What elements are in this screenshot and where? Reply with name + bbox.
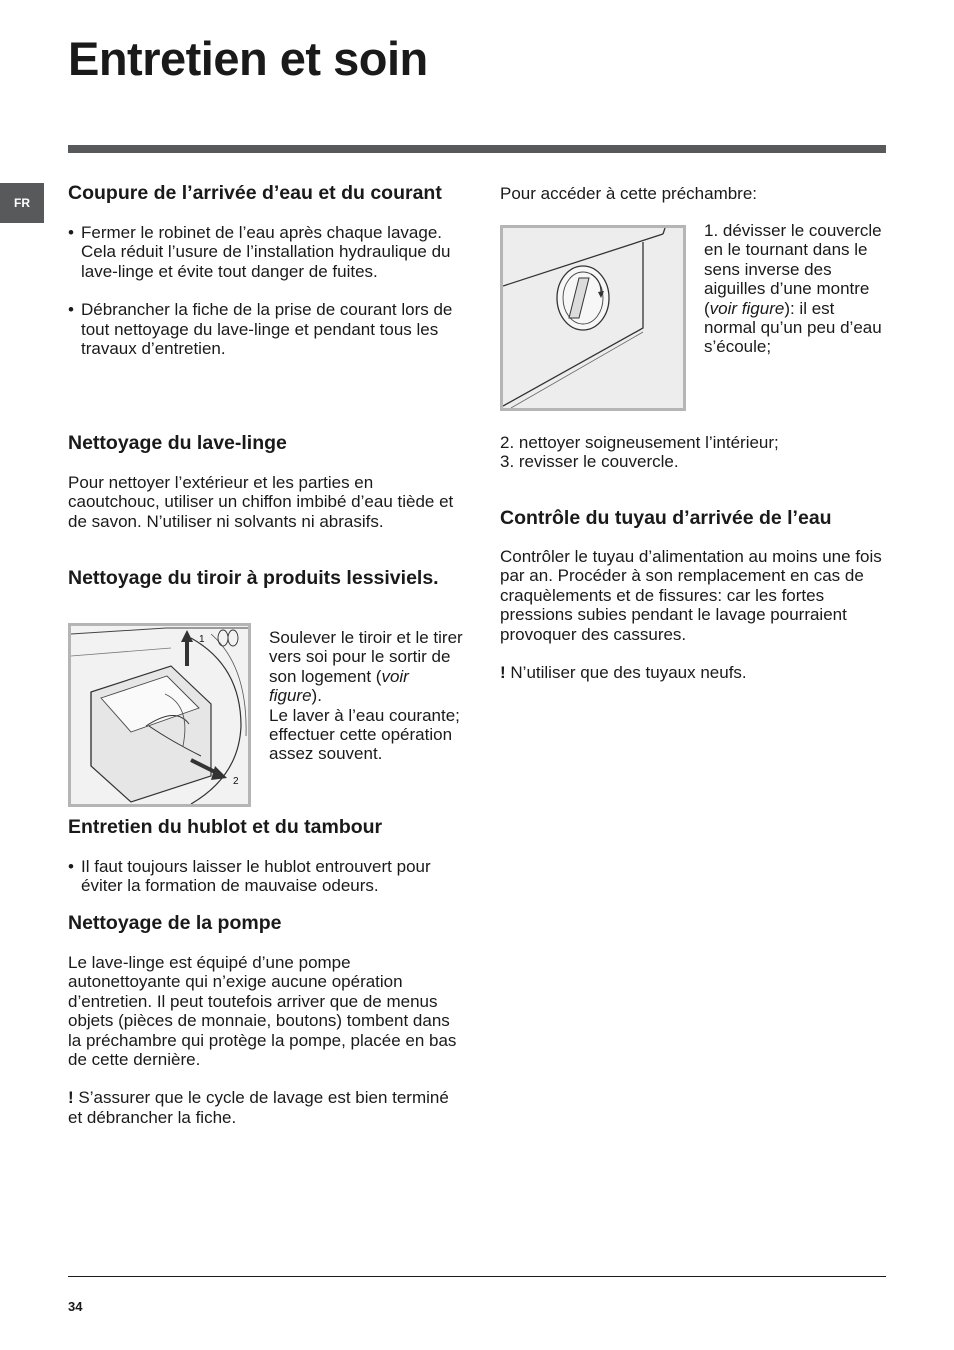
figure-label-2: 2 xyxy=(233,776,239,787)
italic-span: voir figure xyxy=(269,666,409,706)
prechamber-intro xyxy=(500,184,890,203)
footer-rule xyxy=(68,1276,886,1277)
section-door-drum xyxy=(68,818,460,896)
list-item: • Il faut toujours laisser le hublot entrouvert pour éviter la formation de mauvaise odeurs. xyxy=(68,857,460,896)
section-heading: Nettoyage du lave-linge xyxy=(68,432,287,454)
language-tab: FR xyxy=(0,183,44,223)
warning-note xyxy=(500,663,890,682)
paragraph: Le lave-linge est équipé d’une pompe autonettoyante qui n’exige aucune opération d’entretien. Il peut toutefois arriver que de menus objets (pièces de monnaie, boutons) tombent dans la préchambre qui protège la pompe, placée en bas de cette dernière. xyxy=(68,953,457,1070)
paragraph: Contrôler le tuyau d’alimentation au moins une fois par an. Procéder à son remplacement en cas de craquèlements et de fissures: car les fortes pressions subies pendant le lavage pourraient provoquer des cassures. xyxy=(500,547,882,644)
warning-text: N’utiliser que des tuyaux neufs. xyxy=(505,663,747,683)
section-heading: Contrôle du tuyau d’arrivée de l’eau xyxy=(500,507,832,529)
drawer-instructions xyxy=(269,628,463,764)
section-heading: Coupure de l’arrivée d’eau et du courant xyxy=(68,182,442,204)
paragraph: Pour nettoyer l’extérieur et les parties en caoutchouc, utiliser un chiffon imbibé d’eau tiède et de savon. N’utiliser ni solvants ni abrasifs. xyxy=(68,473,454,531)
text-span: ): il est normal qu’un peu d’eau s’écoule; xyxy=(704,298,882,357)
section-cleaning-drawer xyxy=(68,569,460,588)
pump-cover-figure xyxy=(500,225,686,411)
steps-2-3 xyxy=(500,433,890,472)
warning-text: S’assurer que le cycle de lavage est bien terminé et débrancher la fiche. xyxy=(68,1088,449,1127)
text-span: 1. dévisser le couvercle en le tournant dans le sens inverse des aiguilles d’une montre ( xyxy=(704,221,882,318)
paragraph: Le laver à l’eau courante; effectuer cette opération assez souvent. xyxy=(269,705,460,764)
warning-note xyxy=(68,1088,460,1127)
warning-mark: ! xyxy=(68,1088,74,1108)
drawer-illustration xyxy=(71,626,248,804)
paragraph: 2. nettoyer soigneusement l’intérieur; xyxy=(500,433,779,452)
section-water-power xyxy=(68,184,460,358)
paragraph: 3. revisser le couvercle. xyxy=(500,452,679,472)
section-pump xyxy=(68,914,460,1127)
list-item: • Fermer le robinet de l’eau après chaque lavage. Cela réduit l’usure de l’installation hydraulique du lave-linge et évite tout danger de fuites. xyxy=(68,223,460,281)
detergent-drawer-figure xyxy=(68,623,251,807)
section-heading: Nettoyage de la pompe xyxy=(68,912,282,934)
paragraph: Pour accéder à cette préchambre: xyxy=(500,184,758,203)
step-1 xyxy=(704,221,886,357)
list-item: • Débrancher la fiche de la prise de courant lors de tout nettoyage du lave-linge et pendant tous les travaux d’entretien. xyxy=(68,300,460,358)
section-cleaning-machine xyxy=(68,434,460,531)
figure-label-1: 1 xyxy=(199,634,205,645)
section-heading: Nettoyage du tiroir à produits lessiviels. xyxy=(68,567,439,589)
section-heading: Entretien du hublot et du tambour xyxy=(68,816,383,838)
page-number: 34 xyxy=(68,1299,83,1314)
paragraph xyxy=(269,628,463,706)
paragraph xyxy=(704,221,886,357)
italic-span: voir figure xyxy=(709,298,785,318)
section-hose-check xyxy=(500,509,890,682)
text-span: ). xyxy=(311,686,322,706)
pump-cover-illustration xyxy=(503,228,683,408)
page-title: Entretien et soin xyxy=(68,32,428,85)
header-rule xyxy=(68,145,886,153)
warning-mark: ! xyxy=(500,663,506,683)
text-span: Soulever le tiroir et le tirer vers soi pour le sortir de son logement ( xyxy=(269,628,463,686)
